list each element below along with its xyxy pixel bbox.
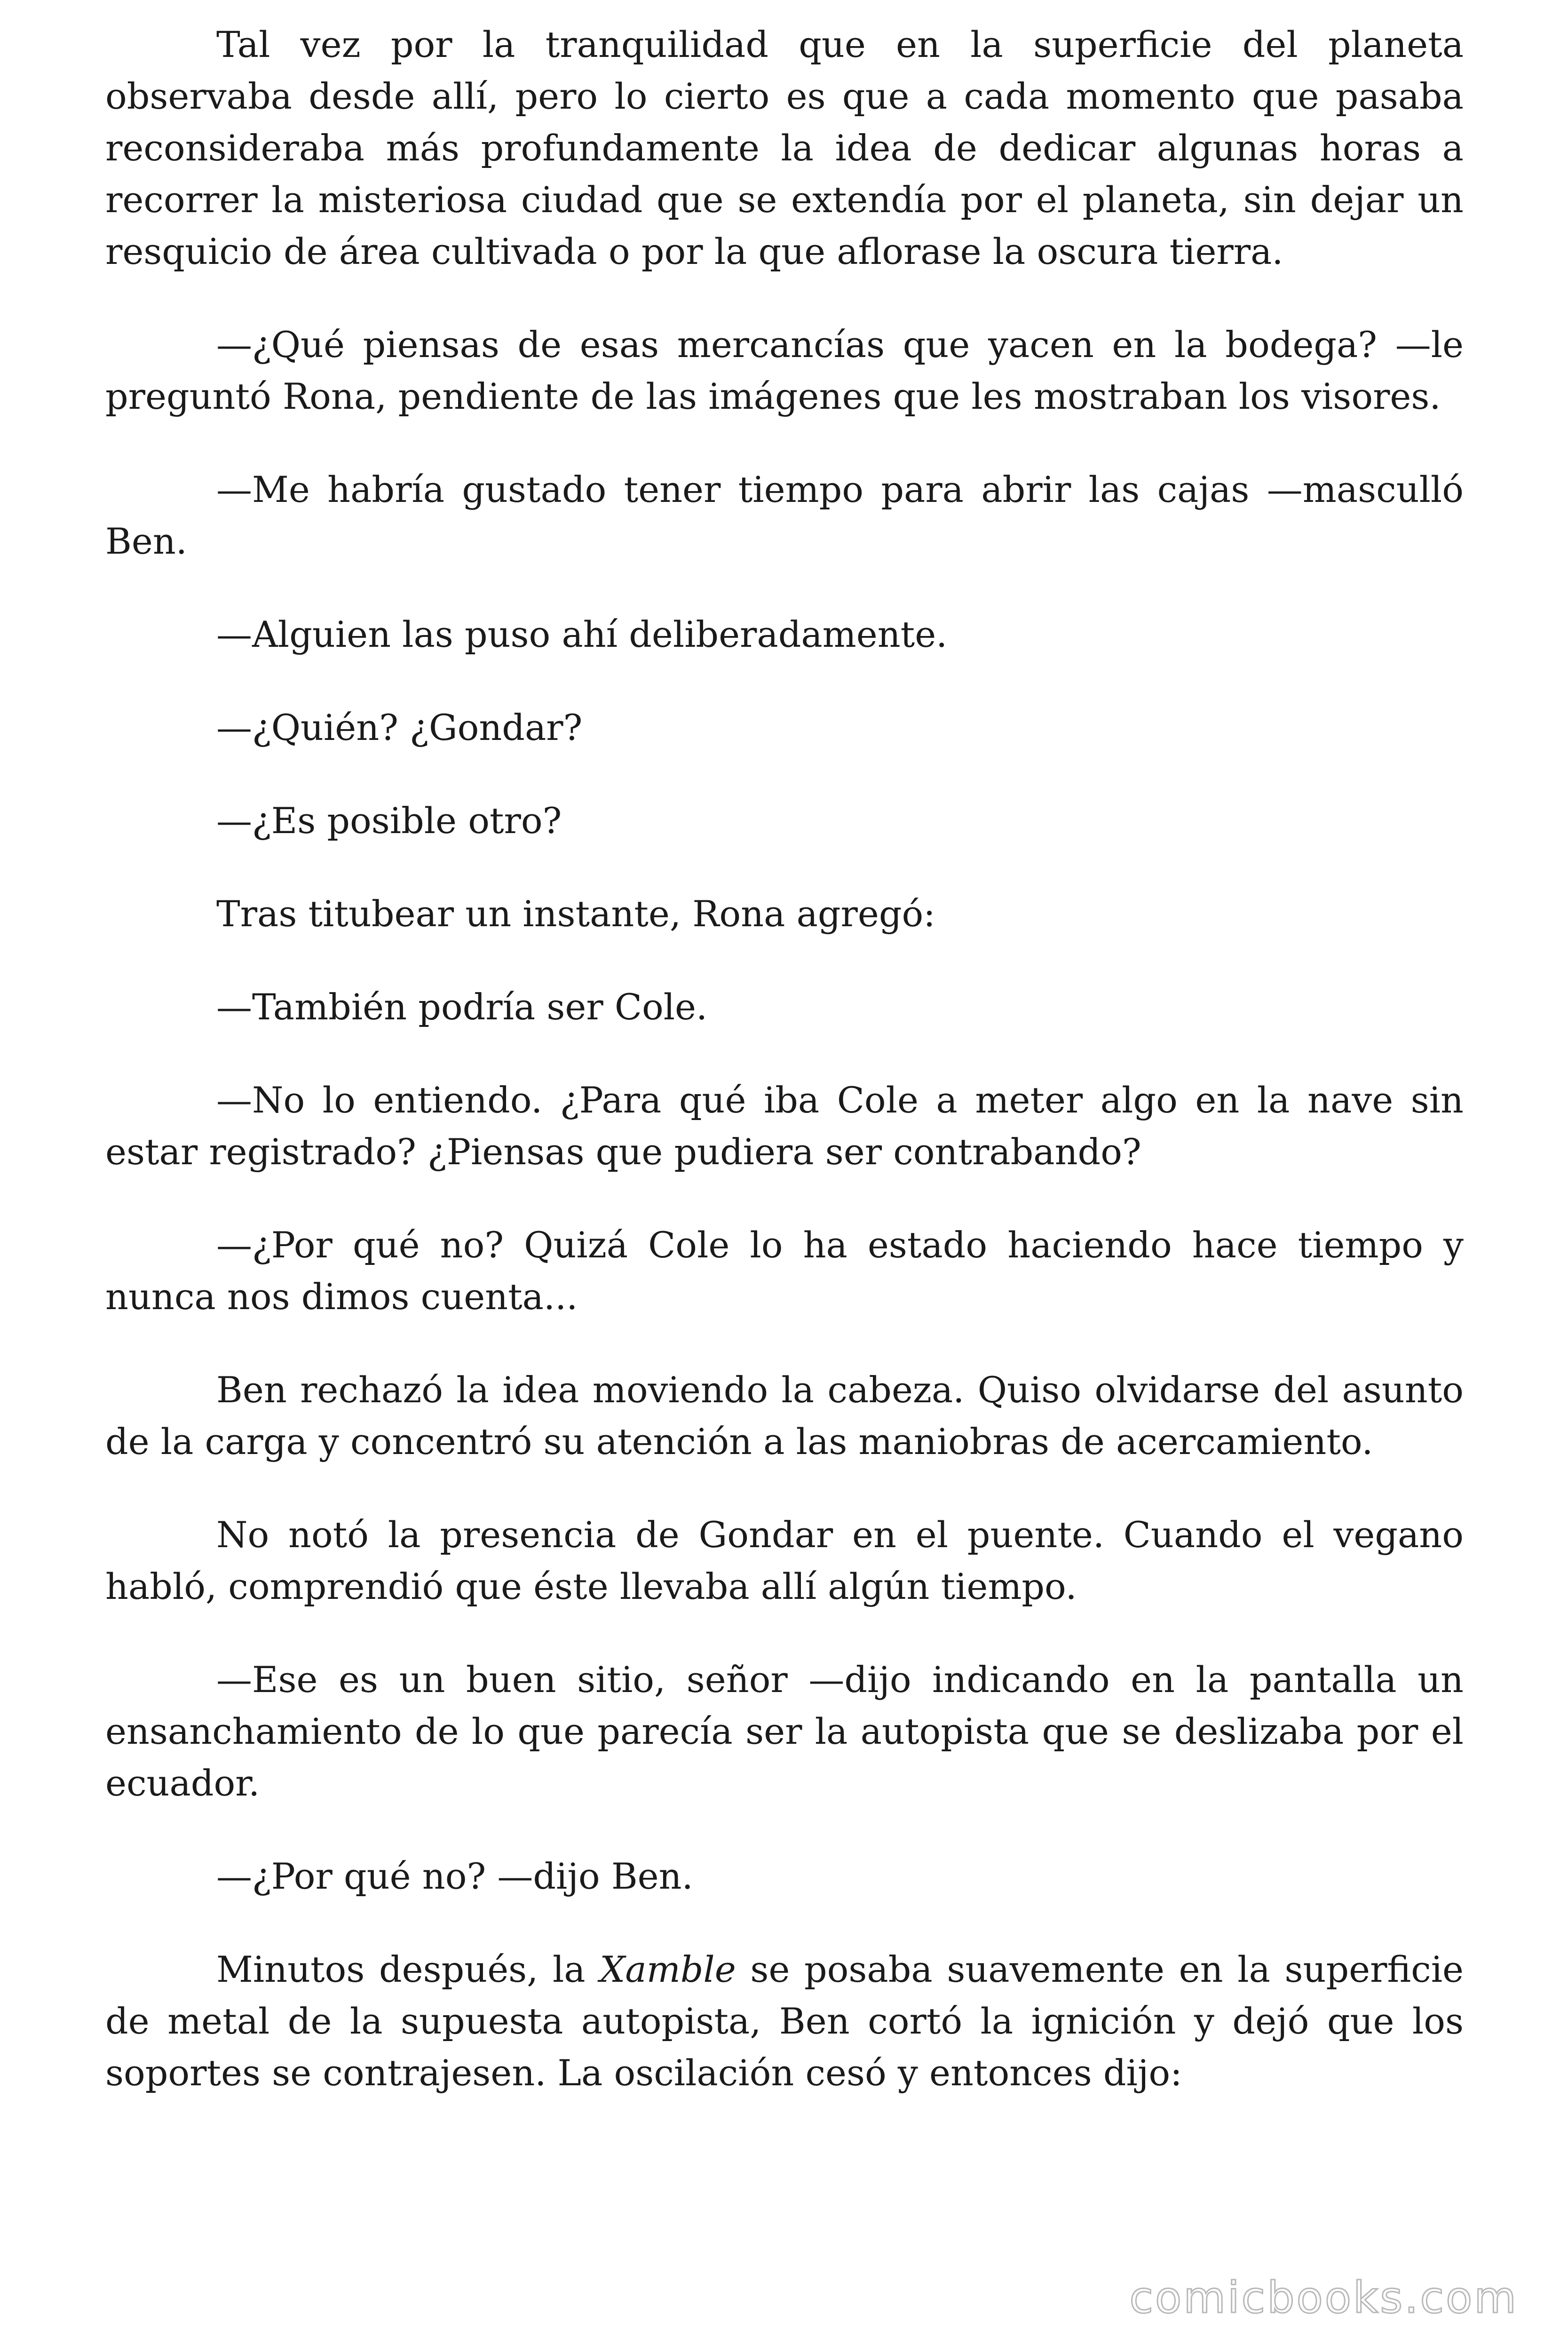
paragraph: Tras titubear un instante, Rona agregó:: [216, 893, 935, 935]
page-text: [105, 19, 1464, 2099]
paragraph: —Ese es un buen sitio, señor —dijo indicando en la pantalla un ensanchamiento de lo que parecía ser la autopista que se deslizaba por el ecuador.: [105, 1659, 1464, 1804]
paragraph: —También podría ser Cole.: [216, 986, 708, 1028]
final-paragraph-end: se posaba suavemente en la superficie de metal de la supuesta autopista, Ben cortó la ignición y dejó que los soportes se contrajesen. La oscilación cesó y entonces dijo:: [105, 1948, 1464, 2094]
final-paragraph: [105, 1944, 1464, 2099]
paragraph: —¿Qué piensas de esas mercancías que yacen en la bodega? —le preguntó Rona, pendiente de las imágenes que les mostraban los visores.: [105, 324, 1464, 417]
paragraph: —Alguien las puso ahí deliberadamente.: [216, 613, 948, 655]
paragraph: —¿Quién? ¿Gondar?: [216, 707, 583, 748]
paragraph: —Me habría gustado tener tiempo para abrir las cajas —masculló Ben.: [105, 469, 1464, 562]
paragraph: No notó la presencia de Gondar en el puente. Cuando el vegano habló, comprendió que éste llevaba allí algún tiempo.: [105, 1514, 1464, 1607]
paragraph: —¿Es posible otro?: [216, 800, 562, 842]
paragraph: Tal vez por la tranquilidad que en la superficie del planeta observaba desde allí, pero lo cierto es que a cada momento que pasaba reconsideraba más profundamente la idea de dedicar algunas horas a recorrer la misteriosa ciudad que se extendía por el planeta, sin dejar un resquicio de área cultivada o por la que aflorase la oscura tierra.: [105, 24, 1464, 272]
paragraph: —No lo entiendo. ¿Para qué iba Cole a meter algo en la nave sin estar registrado? ¿Piensas que pudiera ser contrabando?: [105, 1079, 1464, 1173]
paragraph: —¿Por qué no? Quizá Cole lo ha estado haciendo hace tiempo y nunca nos dimos cuenta...: [105, 1224, 1464, 1318]
paragraph: Ben rechazó la idea moviendo la cabeza. Quiso olvidarse del asunto de la carga y concentró su atención a las maniobras de acercamiento.: [105, 1369, 1464, 1462]
final-paragraph-start: Minutos después, la: [216, 1948, 600, 1990]
paragraph: —¿Por qué no? —dijo Ben.: [216, 1855, 693, 1897]
ship-name: Xamble: [600, 1948, 736, 1990]
watermark-logo: comicbooks.com: [1129, 2273, 1518, 2323]
